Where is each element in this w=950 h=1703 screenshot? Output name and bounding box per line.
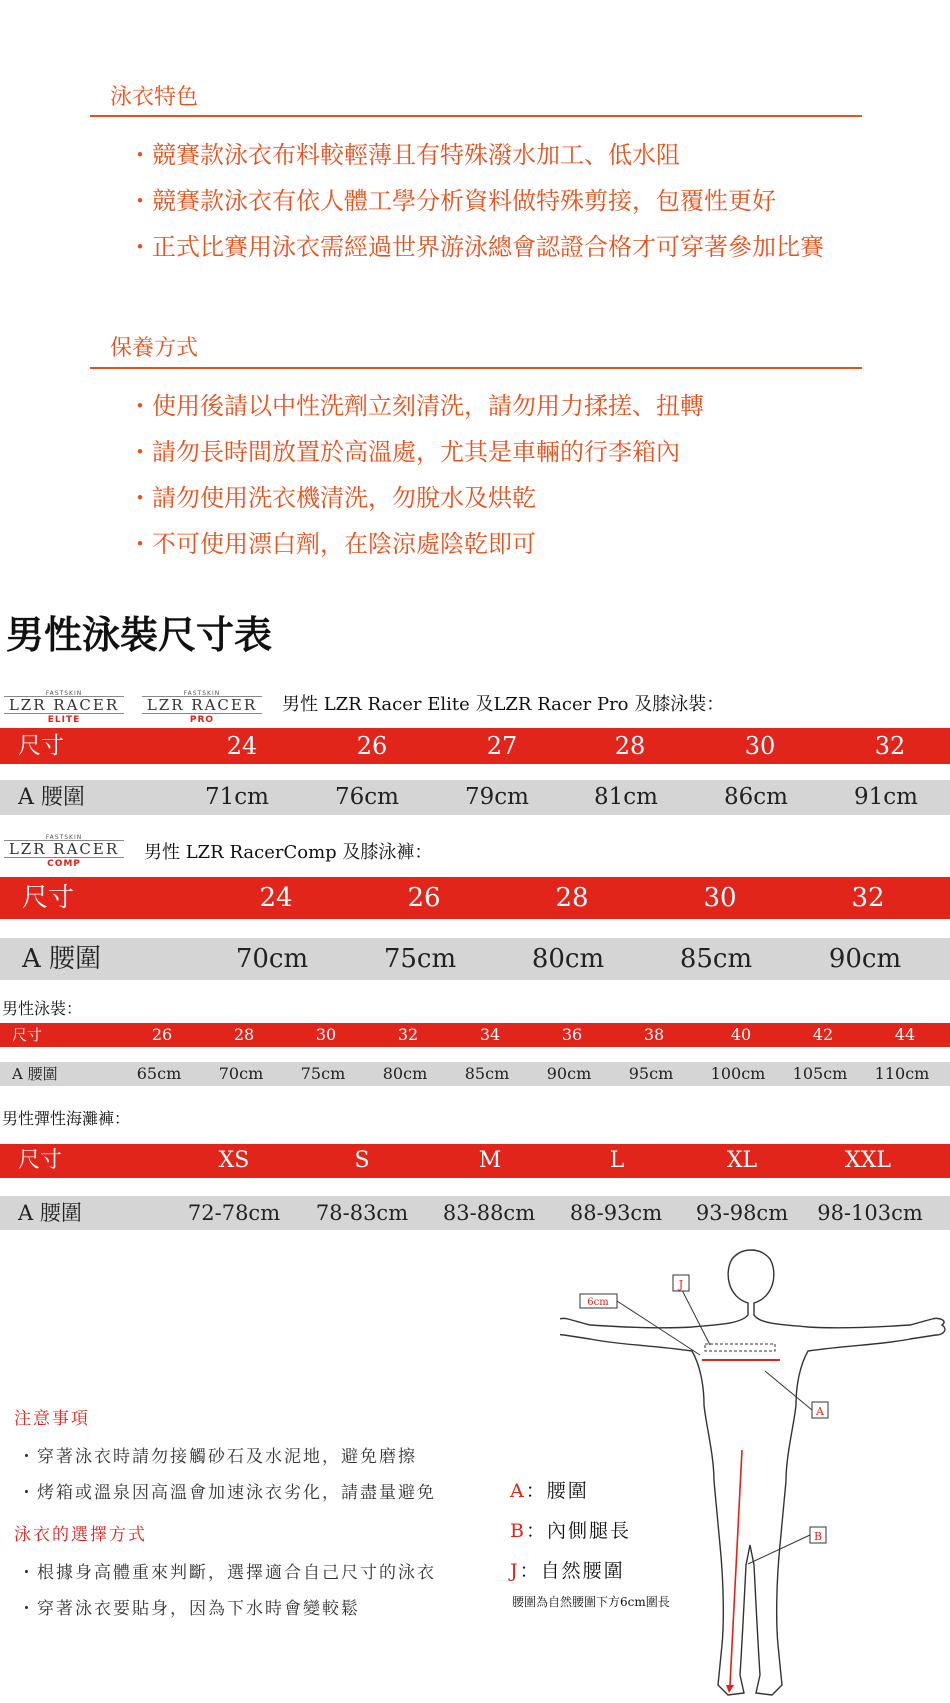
- table1-size: 32: [874, 732, 906, 760]
- table3-header-label: 尺寸: [12, 1026, 43, 1044]
- legend-note: 腰圍為自然腰圍下方6cm圍長: [512, 1595, 670, 1609]
- table3-header-row: [0, 1023, 950, 1047]
- j-pointer: [682, 1290, 710, 1345]
- inseam-arrow: [726, 1685, 734, 1693]
- table1-value: 81cm: [594, 784, 658, 810]
- table3-size: 28: [233, 1025, 255, 1044]
- table3-size: 30: [315, 1025, 337, 1044]
- svg-text:B: B: [813, 1530, 823, 1543]
- natural-waist-band: [705, 1344, 775, 1351]
- care-item: ・不可使用漂白劑，在陰涼處陰乾即可: [128, 530, 536, 558]
- care-item: ・請勿使用洗衣機清洗，勿脫水及烘乾: [128, 484, 536, 512]
- notes-item: ・烤箱或溫泉因高溫會加速泳衣劣化，請盡量避免: [18, 1483, 436, 1503]
- table3-size: 26: [151, 1025, 173, 1044]
- choose-item: ・根據身高體重來判斷，選擇適合自己尺寸的泳衣: [18, 1563, 436, 1583]
- table1-caption: 男性 LZR Racer Elite 及LZR Racer Pro 及膝泳裝：: [282, 694, 725, 715]
- table1-size: 30: [744, 732, 776, 760]
- table1-value: 76cm: [335, 784, 399, 810]
- legend-j: J：自然腰圍: [510, 1560, 625, 1582]
- table3-value: 105cm: [792, 1064, 848, 1083]
- table1-size: 24: [226, 732, 258, 760]
- table1-value: 71cm: [205, 784, 269, 810]
- tag-6cm: [580, 1294, 617, 1308]
- lzr-racer-elite-logo: FASTSKIN LZR RACER ELITE: [4, 690, 124, 724]
- table4-size: S: [354, 1148, 370, 1173]
- features-item: ・競賽款泳衣布料較輕薄且有特殊潑水加工、低水阻: [128, 141, 680, 169]
- table3-value: 80cm: [382, 1064, 428, 1083]
- table4-caption: 男性彈性海灘褲：: [2, 1109, 131, 1128]
- table3-value: 95cm: [628, 1064, 674, 1083]
- table4-waist-row: [0, 1196, 950, 1230]
- table1-header-row: [0, 728, 950, 764]
- notes-title: 注意事項: [14, 1409, 90, 1429]
- table4-value: 88-93cm: [569, 1201, 663, 1225]
- table1-size: 28: [614, 732, 646, 760]
- table3-size: 36: [561, 1025, 583, 1044]
- table3-value: 70cm: [218, 1064, 264, 1083]
- lzr-racer-pro-logo: FASTSKIN LZR RACER PRO: [142, 690, 262, 724]
- tag-j: [673, 1275, 689, 1291]
- table4-row-label: A 腰圍: [18, 1201, 82, 1225]
- table2-size: 28: [555, 883, 589, 913]
- table2-size: 26: [407, 883, 441, 913]
- table1-value: 79cm: [465, 784, 529, 810]
- table3-caption: 男性泳裝：: [2, 999, 83, 1018]
- table4-size: L: [609, 1148, 625, 1173]
- table4-size: XXL: [845, 1148, 891, 1173]
- inseam-line: [730, 1450, 742, 1685]
- table3-size: 44: [894, 1025, 916, 1044]
- page-title: 男性泳裝尺寸表: [6, 613, 273, 657]
- choose-title: 泳衣的選擇方式: [14, 1525, 147, 1545]
- table3-value: 85cm: [464, 1064, 510, 1083]
- table3-size: 38: [643, 1025, 665, 1044]
- table1-waist-row: [0, 780, 950, 815]
- care-title: 保養方式: [110, 336, 199, 361]
- table2-value: 90cm: [828, 944, 902, 974]
- table2-header-label: 尺寸: [22, 883, 75, 913]
- legend-b: B：內側腿長: [510, 1520, 631, 1542]
- table3-size: 40: [730, 1025, 752, 1044]
- table4-header-label: 尺寸: [18, 1148, 63, 1173]
- table3-value: 110cm: [874, 1064, 930, 1083]
- table3-value: 65cm: [136, 1064, 182, 1083]
- a-pointer: [765, 1371, 812, 1410]
- table2-value: 85cm: [679, 944, 753, 974]
- care-divider: [90, 367, 862, 369]
- table3-value: 75cm: [300, 1064, 346, 1083]
- table1-value: 86cm: [724, 784, 788, 810]
- table4-value: 72-78cm: [187, 1201, 281, 1225]
- table4-value: 98-103cm: [817, 1201, 923, 1225]
- table2-value: 70cm: [235, 944, 309, 974]
- table3-size: 32: [397, 1025, 419, 1044]
- table2-size: 24: [259, 883, 293, 913]
- table4-size: XS: [218, 1148, 250, 1173]
- care-item: ・使用後請以中性洗劑立刻清洗，請勿用力揉搓、扭轉: [128, 392, 704, 420]
- table3-waist-row: [0, 1062, 950, 1086]
- lzr-racer-comp-logo: FASTSKIN LZR RACER COMP: [4, 834, 124, 868]
- features-divider: [90, 115, 862, 117]
- features-title: 泳衣特色: [110, 85, 199, 110]
- table3-size: 42: [812, 1025, 834, 1044]
- table1-size: 27: [486, 732, 518, 760]
- table2-size: 30: [703, 883, 737, 913]
- body-outline: [560, 1250, 945, 1695]
- features-item: ・正式比賽用泳衣需經過世界游泳總會認證合格才可穿著參加比賽: [128, 233, 824, 261]
- table4-size: M: [478, 1148, 502, 1173]
- table2-caption: 男性 LZR RacerComp 及膝泳褲：: [144, 842, 433, 863]
- table3-row-label: A 腰圍: [12, 1065, 58, 1083]
- features-item: ・競賽款泳衣有依人體工學分析資料做特殊剪接，包覆性更好: [128, 187, 776, 215]
- table1-size: 26: [356, 732, 388, 760]
- table4-value: 83-88cm: [442, 1201, 536, 1225]
- table2-size: 32: [851, 883, 885, 913]
- choose-item: ・穿著泳衣要貼身，因為下水時會變較鬆: [18, 1599, 360, 1619]
- table1-row-label: A 腰圍: [18, 785, 85, 810]
- table1-header-label: 尺寸: [18, 733, 64, 759]
- table3-value: 100cm: [710, 1064, 766, 1083]
- svg-text:6cm: 6cm: [587, 1297, 609, 1308]
- tag-a: [812, 1402, 828, 1418]
- table2-value: 75cm: [383, 944, 457, 974]
- care-item: ・請勿長時間放置於高溫處，尤其是車輛的行李箱內: [128, 438, 680, 466]
- table2-row-label: A 腰圍: [22, 944, 102, 974]
- table4-value: 93-98cm: [695, 1201, 789, 1225]
- table2-waist-row: [0, 938, 950, 980]
- table3-value: 90cm: [546, 1064, 592, 1083]
- table4-size: XL: [726, 1148, 758, 1173]
- table4-header-row: [0, 1144, 950, 1178]
- table2-value: 80cm: [531, 944, 605, 974]
- table2-header-row: [0, 877, 950, 919]
- svg-text:J: J: [678, 1278, 684, 1291]
- table1-value: 91cm: [854, 784, 918, 810]
- legend-a: A：腰圍: [510, 1480, 589, 1502]
- notes-item: ・穿著泳衣時請勿接觸砂石及水泥地，避免磨擦: [18, 1447, 417, 1467]
- svg-text:A: A: [816, 1405, 824, 1418]
- table4-value: 78-83cm: [315, 1201, 409, 1225]
- tag-b: [810, 1527, 826, 1543]
- body-measurement-figure: [560, 1245, 950, 1700]
- table3-size: 34: [479, 1025, 501, 1044]
